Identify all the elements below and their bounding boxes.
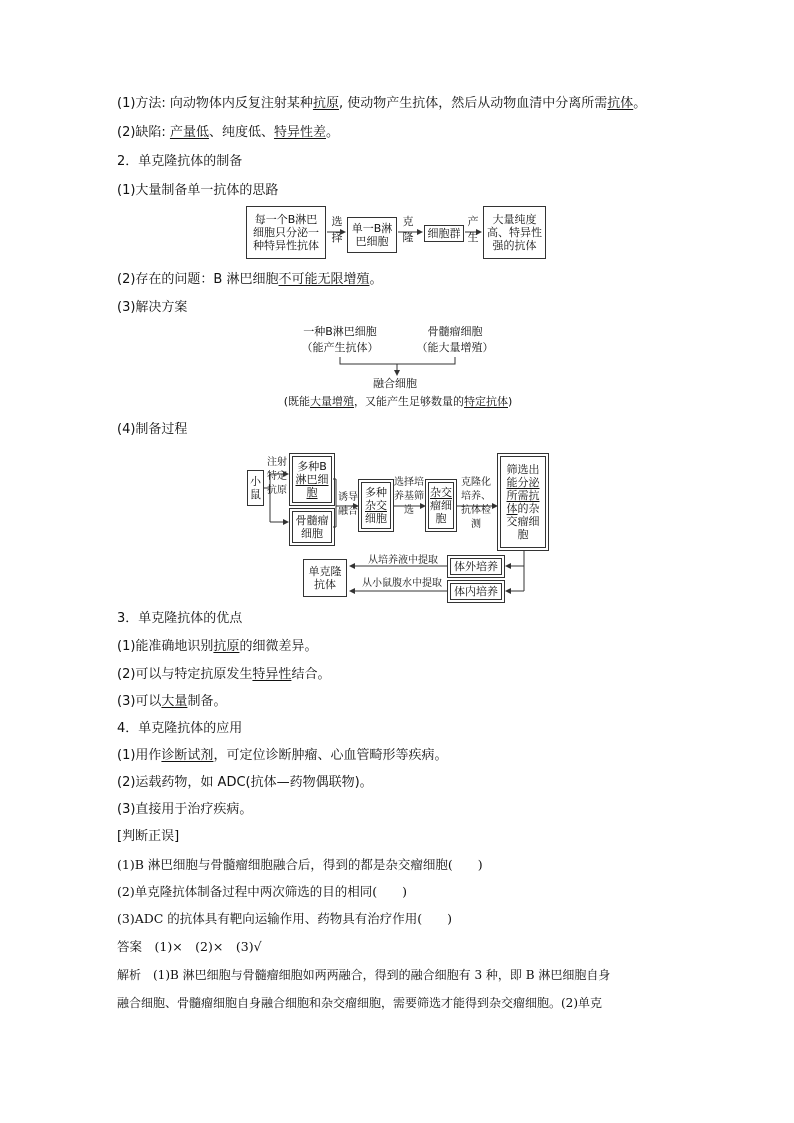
judge-heading: [判断正误] <box>117 829 180 844</box>
advantage-1: (1)能准确地识别抗原的细微差异。 <box>117 639 318 654</box>
advantage-2: (2)可以与特定抗原发生特异性结合。 <box>117 667 331 682</box>
flow2-hybridoma-box: 杂交瘤细胞 <box>428 482 454 529</box>
flow2-mouse-box: 小鼠 <box>247 470 264 506</box>
flow2-from-ascites-label: 从小鼠腹水中提取 <box>362 578 442 589</box>
judge-question-2: (2)单克隆抗体制备过程中两次筛选的目的相同( ) <box>117 884 407 899</box>
judge-answer: 答案 (1)× (2)× (3)√ <box>117 939 262 954</box>
process-label: (4)制备过程 <box>117 422 188 437</box>
flow2-myeloma-box: 骨髓瘤细胞 <box>292 511 332 543</box>
flow2-from-medium-label: 从培养液中提取 <box>368 555 438 566</box>
solution-myeloma-note: （能大量增殖） <box>416 341 494 354</box>
solution-fused-cell: 融合细胞 <box>373 377 417 390</box>
section-3-heading: 3．单克隆抗体的优点 <box>117 611 243 626</box>
flow2-inject-label: 注射特定抗原 <box>267 457 287 496</box>
flow1-clone-label: 克隆 <box>402 215 414 244</box>
judge-question-3: (3)ADC 的抗体具有靶向运输作用、药物具有治疗作用( ) <box>117 911 453 926</box>
section-4-heading: 4．单克隆抗体的应用 <box>117 721 243 736</box>
defect-line: (2)缺陷: 产量低、纯度低、特异性差。 <box>117 125 339 140</box>
solution-bcell: 一种B淋巴细胞 <box>303 325 377 338</box>
flow2-bcell-box: 多种B淋巴细胞 <box>292 456 332 503</box>
judge-explanation-1: 解析 (1)B 淋巴细胞与骨髓瘤细胞如两两融合，得到的融合细胞有 3 种，即 B 淋巴细胞自身 <box>117 968 611 982</box>
flow2-mab-box: 单克隆抗体 <box>303 559 347 597</box>
idea-label: (1)大量制备单一抗体的思路 <box>117 183 279 198</box>
application-1: (1)用作诊断试剂，可定位诊断肿瘤、心血管畸形等疾病。 <box>117 748 448 763</box>
flow1-cell-group-box: 细胞群 <box>424 225 464 242</box>
flow2-screen-box: 筛选出能分泌所需抗体的杂交瘤细胞 <box>500 456 546 548</box>
solution-label: (3)解决方案 <box>117 300 188 315</box>
solution-myeloma: 骨髓瘤细胞 <box>427 325 483 338</box>
section-2-heading: 2．单克隆抗体的制备 <box>117 154 243 169</box>
flow1-antibody-box: 大量纯度高、特异性强的抗体 <box>483 206 546 259</box>
flow2-invivo-box: 体内培养 <box>450 583 502 600</box>
flow1-select-label: 选择 <box>331 215 343 244</box>
flow2-invitro-box: 体外培养 <box>450 558 502 575</box>
flow2-select-label: 选择培养基筛选 <box>394 477 424 516</box>
flow1-single-bcell-box: 单一B淋巴细胞 <box>347 217 397 253</box>
flow1-produce-label: 产生 <box>467 215 479 244</box>
flow1-bcell-box: 每一个B淋巴细胞只分泌一种特异性抗体 <box>246 206 326 259</box>
problem-line: (2)存在的问题：B 淋巴细胞不可能无限增殖。 <box>117 272 383 287</box>
advantage-3: (3)可以大量制备。 <box>117 694 227 709</box>
method-line: (1)方法: 向动物体内反复注射某种抗原, 使动物产生抗体，然后从动物血清中分离所需抗体。 <box>117 96 647 111</box>
solution-bcell-note: （能产生抗体） <box>301 341 379 354</box>
solution-fused-note: (既能大量增殖，又能产生足够数量的特定抗体) <box>283 395 513 408</box>
flow2-fuse-label: 诱导融合 <box>338 492 358 517</box>
application-3: (3)直接用于治疗疾病。 <box>117 802 253 817</box>
judge-question-1: (1)B 淋巴细胞与骨髓瘤细胞融合后，得到的都是杂交瘤细胞( ) <box>117 857 483 872</box>
judge-explanation-2: 融合细胞、骨髓瘤细胞自身融合细胞和杂交瘤细胞，需要筛选才能得到杂交瘤细胞。(2)单克 <box>117 996 603 1010</box>
flow2-hybrid-box: 多种杂交细胞 <box>361 482 391 529</box>
flow2-clone-label: 克隆化培养、抗体检测 <box>461 477 491 530</box>
application-2: (2)运载药物，如 ADC(抗体—药物偶联物)。 <box>117 775 373 790</box>
